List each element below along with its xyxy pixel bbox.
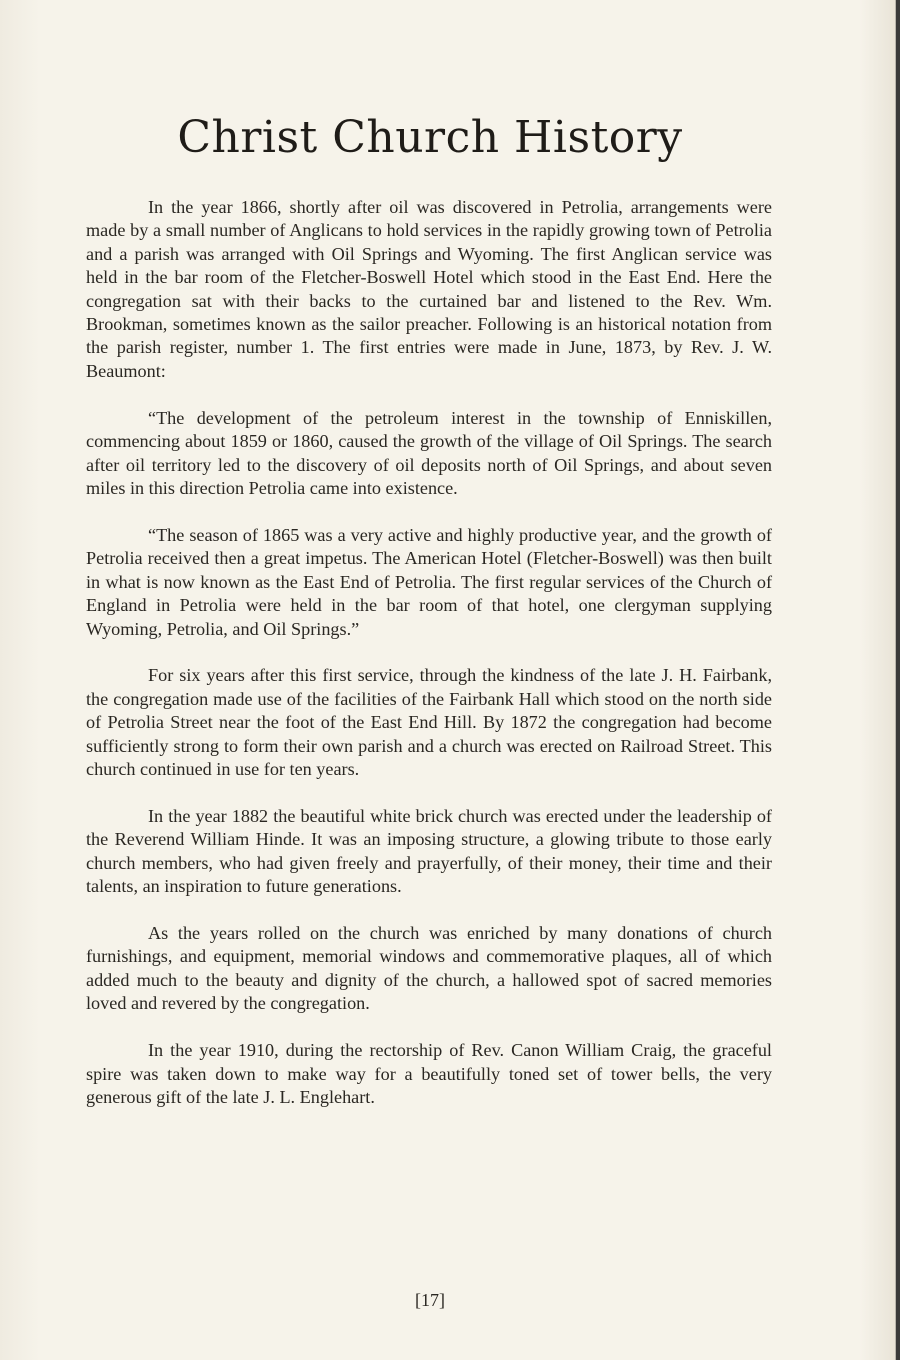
paragraph-3: “The season of 1865 was a very active and highly productive year, and the growth of Petrolia received then a great impetus. The American Hotel (Fletcher-Boswell) was then built in what is now known as the East End of Petrolia. The first regular services of the Church of England in Petrolia were held in the bar room of that hotel, one clergyman supplying Wyoming, Petrolia, and Oil Springs.” [86, 524, 772, 639]
page-edge [896, 0, 900, 1360]
paragraph-5: In the year 1882 the beautiful white brick church was erected under the leadership of the Reverend William Hinde. It was an imposing structure, a glowing tribute to those early church members, who had given freely and prayerfully, of their money, their time and their talents, an inspiration to future generations. [86, 805, 772, 897]
page-number: [17] [415, 1290, 445, 1310]
paragraph-6: As the years rolled on the church was enriched by many donations of church furnishings, and equipment, memorial windows and commemorative plaques, all of which added much to the beauty and dignity of the church, a hallowed spot of sacred memories loved and revered by the congregation. [86, 923, 772, 1014]
paragraph-2: “The development of the petroleum interest in the township of Enniskillen, commencing about 1859 or 1860, caused the growth of the village of Oil Springs. The search after oil territory led to the discovery of oil deposits north of Oil Springs, and about seven miles in this direction Petrolia came into existence. [86, 407, 772, 498]
paragraph-7: In the year 1910, during the rectorship of Rev. Canon William Craig, the graceful spire was taken down to make way for a beautifully toned set of tower bells, the very generous gift of the late J. L. Englehart. [86, 1040, 772, 1107]
page-title: Christ Church History [177, 112, 683, 163]
paragraph-1: In the year 1866, shortly after oil was discovered in Petrolia, arrangements were made by a small number of Anglicans to hold services in the rapidly growing town of Petrolia and a parish was arranged with Oil Springs and Wyoming. The first Anglican service was held in the bar room of the Fletcher-Boswell Hotel which stood in the East End. Here the congregation sat with their backs to the curtained bar and listened to the Rev. Wm. Brookman, sometimes known as the sailor preacher. Following is an historical notation from the parish register, number 1. The first entries were made in June, 1873, by Rev. J. W. Beaumont: [86, 197, 772, 381]
paragraph-4: For six years after this first service, through the kindness of the late J. H. Fairbank, the congregation made use of the facilities of the Fairbank Hall which stood on the north side of Petrolia Street near the foot of the East End Hill. By 1872 the congregation had become sufficiently strong to form their own parish and a church was erected on Railroad Street. This church continued in use for ten years. [86, 665, 772, 780]
body-text [86, 196, 772, 1133]
